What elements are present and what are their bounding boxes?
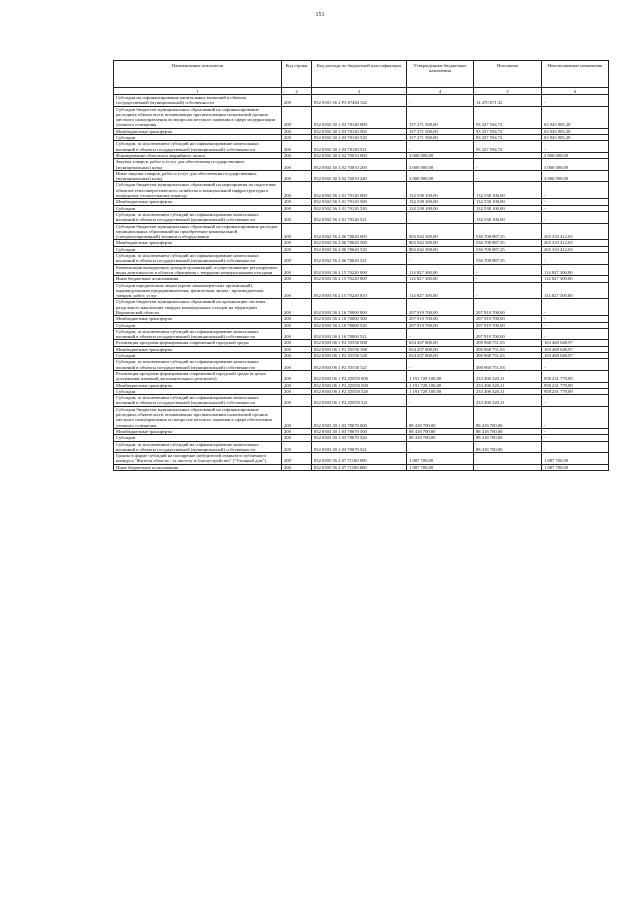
row-name: Субсидии	[114, 435, 282, 441]
row-approved: 3 000 000,00	[407, 159, 474, 171]
row-unexecuted: 1 087 700,00	[542, 464, 609, 470]
row-executed: 536 708 887,35	[474, 246, 542, 252]
row-executed: 233 496 320,11	[474, 370, 542, 382]
row-budget-code: 832 0503 06 1 F2 Д5550 520	[312, 388, 407, 394]
row-executed: 88 418 700,00	[474, 428, 542, 434]
row-executed: 297 919 700,00	[474, 328, 542, 340]
table-row	[114, 406, 609, 428]
row-name: Межбюджетные трансферты	[114, 428, 282, 434]
row-budget-code: 832 0502 56 1 01 79120 521	[312, 211, 407, 223]
table-row	[114, 182, 609, 199]
row-unexecuted: 265 333 412,65	[542, 240, 609, 246]
row-name: Субсидии бюджетам муниципальных образований на софинансирование расходных обязательств, возникающих при выполнении полномочий органов местного самоуправления по вопросам местного значения в сфере обеспечения уличного освещения	[114, 406, 282, 428]
row-unexecuted: -	[542, 211, 609, 223]
row-executed: 297 919 700,00	[474, 299, 542, 316]
row-name: Субсидии, за исключением субсидий на софинансирование капитальных вложений в объекты государственной (муниципальной) собственности	[114, 328, 282, 340]
row-executed: -	[474, 152, 542, 158]
column-number: 2	[282, 88, 312, 95]
row-code: 200	[282, 406, 312, 428]
row-code: 200	[282, 253, 312, 265]
row-budget-code: 832 0503 30 1 03 78670 500	[312, 428, 407, 434]
row-name: Субсидии, за исключением субсидий на софинансирование капитальных вложений в объекты государственной (муниципальной) собственности	[114, 253, 282, 265]
row-budget-code: 832 0503 06 1 F2 55550 521	[312, 359, 407, 371]
row-approved: -	[407, 441, 474, 453]
row-executed: 297 919 700,00	[474, 316, 542, 322]
row-budget-code: 832 0503 06 1 F2 Д5550 521	[312, 395, 407, 407]
row-executed: 88 418 700,00	[474, 435, 542, 441]
row-name: Реализация программ формирования современной городской среды (в целях достижения значений дополнительного результата)	[114, 370, 282, 382]
row-code: 200	[282, 211, 312, 223]
row-executed: 536 708 887,35	[474, 223, 542, 240]
row-executed: 93 327 594,72	[474, 135, 542, 141]
row-approved: 802 042 300,00	[407, 246, 474, 252]
row-unexecuted: 958 231 779,89	[542, 370, 609, 382]
row-approved: 654 437 800,00	[407, 346, 474, 352]
row-executed: -	[474, 282, 542, 299]
row-approved: 88 418 700,00	[407, 428, 474, 434]
row-approved: 132 538 100,00	[407, 205, 474, 211]
row-executed: -	[474, 159, 542, 171]
row-budget-code: 832 0502 30 1 03 78140 520	[312, 135, 407, 141]
table-row	[114, 370, 609, 382]
row-code: 200	[282, 316, 312, 322]
row-name: Межбюджетные трансферты	[114, 346, 282, 352]
row-name: Субсидии	[114, 388, 282, 394]
row-unexecuted: 163 469 048,97	[542, 346, 609, 352]
row-budget-code: 832 0502 30 3 02 70010 200	[312, 159, 407, 171]
table-row	[114, 359, 609, 371]
row-budget-code: 832 0503 56 2 16 78000 520	[312, 322, 407, 328]
row-executed: 132 538 100,00	[474, 182, 542, 199]
row-approved: 3 000 000,00	[407, 170, 474, 182]
row-executed: 132 538 100,00	[474, 199, 542, 205]
row-name: Иные бюджетные ассигнования	[114, 464, 282, 470]
row-name: Реализация программ формирования современной городской среды	[114, 340, 282, 346]
row-approved: 1 191 728 100,00	[407, 370, 474, 382]
row-budget-code: 832 0502 56 2 06 78620 520	[312, 246, 407, 252]
row-code: 200	[282, 428, 312, 434]
row-code: 200	[282, 299, 312, 316]
row-name: Межбюджетные трансферты	[114, 128, 282, 134]
row-name: Субсидии бюджетам муниципальных образований на мероприятия по подготовке объектов теплоэнергетического хозяйства и коммунальной инфраструктуры к очередному отопительному периоду	[114, 182, 282, 199]
row-budget-code: 832 0502 30 3 02 70010 000	[312, 152, 407, 158]
table-row	[114, 106, 609, 128]
row-code: 200	[282, 453, 312, 465]
row-approved: 1 191 728 100,00	[407, 382, 474, 388]
row-executed: 490 968 751,03	[474, 359, 542, 371]
row-executed: 490 968 751,03	[474, 346, 542, 352]
row-code: 200	[282, 152, 312, 158]
row-unexecuted: -	[542, 322, 609, 328]
row-unexecuted: -	[542, 359, 609, 371]
table-row	[114, 264, 609, 276]
row-code: 200	[282, 464, 312, 470]
row-approved: 802 042 300,00	[407, 223, 474, 240]
table-row	[114, 395, 609, 407]
row-unexecuted: 114 827 300,00	[542, 276, 609, 282]
expenditure-table	[113, 60, 609, 471]
row-unexecuted: 265 333 412,65	[542, 246, 609, 252]
row-unexecuted: 63 943 905,28	[542, 106, 609, 128]
row-name: Межбюджетные трансферты	[114, 316, 282, 322]
row-unexecuted: -	[542, 299, 609, 316]
row-budget-code: 832 0502 56 2 06 78620 521	[312, 253, 407, 265]
row-unexecuted: 3 000 000,00	[542, 159, 609, 171]
row-executed: -	[474, 170, 542, 182]
row-budget-code: 832 0502 30 1 03 78140 500	[312, 128, 407, 134]
row-unexecuted: 163 469 048,97	[542, 353, 609, 359]
row-unexecuted: -	[542, 441, 609, 453]
header-approved: Утвержденные бюджетные назначения	[407, 61, 474, 88]
row-executed: 233 496 320,11	[474, 382, 542, 388]
header-budget-code: Код расхода по бюджетной классификации	[312, 61, 407, 88]
row-executed: 297 919 700,00	[474, 322, 542, 328]
row-executed: 14 470 871,32	[474, 95, 542, 107]
row-name: Субсидии, за исключением субсидий на софинансирование капитальных вложений в объекты государственной (муниципальной) собственности	[114, 211, 282, 223]
row-budget-code: 832 0502 56 1 01 79120 520	[312, 205, 407, 211]
row-unexecuted: -	[542, 253, 609, 265]
row-budget-code: 832 0505 56 2 07 71100 000	[312, 453, 407, 465]
row-budget-code: 832 0501 56 2 F3 67484 522	[312, 95, 407, 107]
row-unexecuted: 958 231 779,89	[542, 388, 609, 394]
row-name: Межбюджетные трансферты	[114, 382, 282, 388]
row-code: 200	[282, 240, 312, 246]
row-executed: 490 968 751,03	[474, 340, 542, 346]
row-unexecuted: 3 000 000,00	[542, 152, 609, 158]
row-approved: 88 418 700,00	[407, 406, 474, 428]
row-approved: 297 919 700,00	[407, 322, 474, 328]
row-budget-code: 832 0502 56 1 01 79120 500	[312, 199, 407, 205]
row-executed: -	[474, 464, 542, 470]
row-budget-code: 832 0503 30 1 03 78670 000	[312, 406, 407, 428]
row-approved: 132 538 100,00	[407, 199, 474, 205]
row-unexecuted: -	[542, 205, 609, 211]
row-budget-code: 832 0503 56 2 16 78000 500	[312, 316, 407, 322]
row-name: Субсидии, за исключением субсидий на софинансирование капитальных вложений в объекты государственной (муниципальной) собственности	[114, 441, 282, 453]
row-budget-code: 832 0502 56 2 06 78620 000	[312, 223, 407, 240]
row-budget-code: 832 0503 30 1 03 78670 521	[312, 441, 407, 453]
row-approved: 157 271 500,00	[407, 128, 474, 134]
table-row	[114, 141, 609, 153]
table-row	[114, 464, 609, 470]
table-row	[114, 95, 609, 107]
row-code: 200	[282, 276, 312, 282]
row-executed: 88 418 700,00	[474, 441, 542, 453]
row-budget-code: 832 0503 06 1 F2 55550 520	[312, 353, 407, 359]
row-approved: 297 919 700,00	[407, 316, 474, 322]
row-code: 200	[282, 353, 312, 359]
table-row	[114, 223, 609, 240]
table-row	[114, 211, 609, 223]
table-row	[114, 159, 609, 171]
row-unexecuted: 114 827 300,00	[542, 264, 609, 276]
row-executed: 490 968 751,03	[474, 353, 542, 359]
table-row	[114, 170, 609, 182]
row-name: Субсидии юридическим лицам (кроме некоммерческих организаций), индивидуальным предпринимателям, физическим лицам - производителям товаров, работ, услуг	[114, 282, 282, 299]
row-approved: 88 418 700,00	[407, 435, 474, 441]
row-unexecuted: 163 469 048,97	[542, 340, 609, 346]
row-name: Субсидии бюджетам муниципальных образований на организацию системы раздельного накопления твердых коммунальных отходов на территории Воронежской области	[114, 299, 282, 316]
row-budget-code: 832 0503 06 1 F2 55550 000	[312, 340, 407, 346]
row-unexecuted: 3 000 000,00	[542, 170, 609, 182]
column-number-row	[114, 88, 609, 95]
row-name: Субсидии	[114, 353, 282, 359]
row-name: Субсидии	[114, 135, 282, 141]
row-unexecuted: -	[542, 95, 609, 107]
row-code: 200	[282, 340, 312, 346]
row-unexecuted: -	[542, 428, 609, 434]
row-budget-code: 832 0503 30 1 03 78670 520	[312, 435, 407, 441]
row-executed: 93 327 594,72	[474, 106, 542, 128]
row-code: 200	[282, 199, 312, 205]
row-unexecuted: -	[542, 328, 609, 340]
row-code: 200	[282, 128, 312, 134]
row-approved: 114 827 300,00	[407, 276, 474, 282]
header-line-code: Код строки	[282, 61, 312, 88]
row-budget-code: 832 0503 56 2 16 78000 521	[312, 328, 407, 340]
header-unexecuted: Неисполненные назначения	[542, 61, 609, 88]
row-name: Субсидии	[114, 205, 282, 211]
row-budget-code: 832 0502 30 3 02 70010 240	[312, 170, 407, 182]
row-executed: 93 327 594,72	[474, 141, 542, 153]
row-code: 200	[282, 435, 312, 441]
row-unexecuted: -	[542, 182, 609, 199]
row-approved: -	[407, 95, 474, 107]
row-name: Иные бюджетные ассигнования	[114, 276, 282, 282]
row-budget-code: 832 0503 56 2 16 78000 000	[312, 299, 407, 316]
row-executed: 233 496 320,11	[474, 395, 542, 407]
row-name: Компенсация выпадающих доходов организаций, осуществляющих регулируемые виды деятельности в области обращения с твердыми коммунальными отходами	[114, 264, 282, 276]
row-approved: -	[407, 395, 474, 407]
row-approved: -	[407, 211, 474, 223]
row-unexecuted: -	[542, 199, 609, 205]
row-unexecuted: -	[542, 395, 609, 407]
row-code: 200	[282, 395, 312, 407]
column-number: 5	[474, 88, 542, 95]
row-name: Субсидии	[114, 246, 282, 252]
row-code: 200	[282, 205, 312, 211]
row-budget-code: 832 0503 06 1 F2 55550 500	[312, 346, 407, 352]
row-unexecuted: 265 333 412,65	[542, 223, 609, 240]
row-code: 200	[282, 382, 312, 388]
row-unexecuted: -	[542, 141, 609, 153]
row-code: 200	[282, 159, 312, 171]
column-number: 1	[114, 88, 282, 95]
row-code: 200	[282, 322, 312, 328]
row-name: Субсидии бюджетам муниципальных образований на софинансирование расходов муниципальных образований на приобретение коммунальной (специализированной) техники и оборудования	[114, 223, 282, 240]
row-approved: -	[407, 253, 474, 265]
row-approved: 654 437 800,00	[407, 353, 474, 359]
row-unexecuted: 63 943 905,28	[542, 128, 609, 134]
row-code: 200	[282, 106, 312, 128]
table-row	[114, 453, 609, 465]
table-row	[114, 441, 609, 453]
row-budget-code: 832 0502 30 1 03 78140 521	[312, 141, 407, 153]
row-executed: 132 538 100,00	[474, 205, 542, 211]
row-code: 200	[282, 370, 312, 382]
row-name: Закупка товаров, работ и услуг для обеспечения государственных (муниципальных) нужд	[114, 159, 282, 171]
row-code: 200	[282, 170, 312, 182]
header-executed: Исполнено	[474, 61, 542, 88]
row-code: 200	[282, 441, 312, 453]
row-executed: 233 496 320,11	[474, 388, 542, 394]
row-code: 200	[282, 223, 312, 240]
row-executed: -	[474, 264, 542, 276]
row-approved: 802 042 300,00	[407, 240, 474, 246]
row-unexecuted: -	[542, 406, 609, 428]
row-budget-code: 832 0503 56 2 15 70220 810	[312, 282, 407, 299]
row-name: Формирование областного аварийного запаса	[114, 152, 282, 158]
row-name: Межбюджетные трансферты	[114, 240, 282, 246]
row-approved: -	[407, 328, 474, 340]
row-code: 200	[282, 328, 312, 340]
row-name: Субсидии на софинансирование капитальных вложений в объекты государственной (муниципальной) собственности	[114, 95, 282, 107]
row-code: 200	[282, 135, 312, 141]
row-budget-code: 832 0502 56 1 01 79120 000	[312, 182, 407, 199]
row-approved: 114 827 300,00	[407, 282, 474, 299]
row-name: Субсидии	[114, 322, 282, 328]
row-code: 200	[282, 246, 312, 252]
row-budget-code: 832 0502 56 2 06 78620 500	[312, 240, 407, 246]
row-budget-code: 832 0502 30 1 03 78140 000	[312, 106, 407, 128]
row-approved: 1 191 728 100,00	[407, 388, 474, 394]
row-approved: 654 437 800,00	[407, 340, 474, 346]
row-unexecuted: -	[542, 435, 609, 441]
row-code: 200	[282, 282, 312, 299]
row-approved: 132 538 100,00	[407, 182, 474, 199]
row-executed: 93 327 594,72	[474, 128, 542, 134]
row-executed: 88 418 700,00	[474, 406, 542, 428]
table-row	[114, 253, 609, 265]
row-budget-code: 832 0505 56 2 07 71100 800	[312, 464, 407, 470]
row-approved: 297 919 700,00	[407, 299, 474, 316]
table-header-row	[114, 61, 609, 88]
row-approved: -	[407, 359, 474, 371]
row-budget-code: 832 0503 06 1 F2 Д5550 000	[312, 370, 407, 382]
row-name: Гранты в форме субсидий на поощрение победителей открытого публичного конкурса "Жители области - за чистоту и благоустройство" ("Уличный дом")	[114, 453, 282, 465]
row-code: 200	[282, 346, 312, 352]
row-approved: 1 087 700,00	[407, 453, 474, 465]
page-number: 151	[315, 12, 325, 18]
row-name: Субсидии, за исключением субсидий на софинансирование капитальных вложений в объекты государственной (муниципальной) собственности	[114, 395, 282, 407]
row-code: 200	[282, 264, 312, 276]
column-number: 4	[407, 88, 474, 95]
row-unexecuted: 114 827 300,00	[542, 282, 609, 299]
row-approved: 157 271 500,00	[407, 135, 474, 141]
row-code: 200	[282, 359, 312, 371]
row-name: Субсидии, за исключением субсидий на софинансирование капитальных вложений в объекты государственной (муниципальной) собственности	[114, 359, 282, 371]
row-code: 200	[282, 388, 312, 394]
row-unexecuted: 63 943 905,28	[542, 135, 609, 141]
row-approved: 157 271 500,00	[407, 106, 474, 128]
row-executed: -	[474, 453, 542, 465]
column-number: 6	[542, 88, 609, 95]
row-unexecuted: -	[542, 316, 609, 322]
row-code: 200	[282, 182, 312, 199]
row-name: Иные закупки товаров, работ и услуг для обеспечения государственных (муниципальных) нужд	[114, 170, 282, 182]
row-budget-code: 832 0503 56 2 15 70220 800	[312, 276, 407, 282]
table-row	[114, 328, 609, 340]
row-executed: -	[474, 276, 542, 282]
row-unexecuted: 958 231 779,89	[542, 382, 609, 388]
row-executed: 536 708 887,35	[474, 240, 542, 246]
row-approved: 1 087 700,00	[407, 464, 474, 470]
row-approved: 3 000 000,00	[407, 152, 474, 158]
row-approved: -	[407, 141, 474, 153]
row-name: Субсидии бюджетам муниципальных образований на софинансирование расходных обязательств, возникающих при выполнении полномочий органов местного самоуправления по вопросам местного значения в сфере модернизации уличного освещения	[114, 106, 282, 128]
row-budget-code: 832 0503 06 1 F2 Д5550 500	[312, 382, 407, 388]
row-approved: 114 827 300,00	[407, 264, 474, 276]
row-code: 200	[282, 141, 312, 153]
row-budget-code: 832 0503 56 2 15 70220 000	[312, 264, 407, 276]
row-code: 200	[282, 95, 312, 107]
row-unexecuted: 1 087 700,00	[542, 453, 609, 465]
row-name: Субсидии, за исключением субсидий на софинансирование капитальных вложений в объекты государственной (муниципальной) собственности	[114, 141, 282, 153]
header-indicator-name: Наименование показателя	[114, 61, 282, 88]
table-row	[114, 282, 609, 299]
column-number: 3	[312, 88, 407, 95]
row-name: Межбюджетные трансферты	[114, 199, 282, 205]
row-executed: 132 538 100,00	[474, 211, 542, 223]
table-row	[114, 299, 609, 316]
row-executed: 536 708 887,35	[474, 253, 542, 265]
